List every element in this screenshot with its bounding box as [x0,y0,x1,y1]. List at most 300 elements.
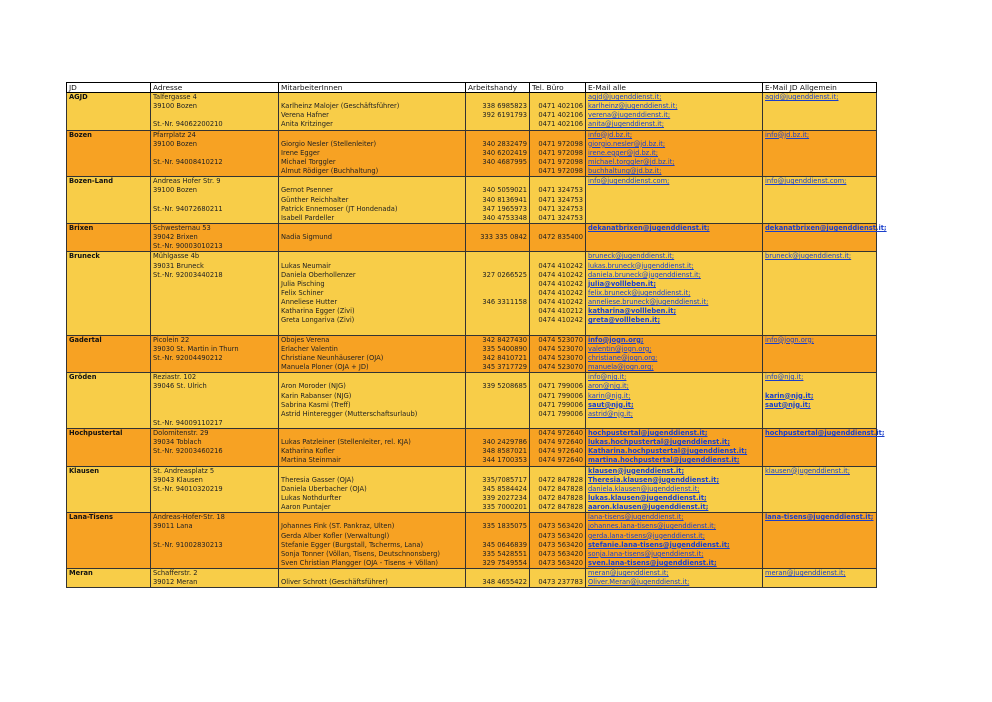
email-link[interactable]: hochpustertal@jugenddienst.it; [765,429,885,438]
cell-line [532,467,583,476]
group-row [67,130,877,177]
cell-line [153,503,276,512]
phone-number: 340 4687995 [482,157,527,166]
cell-line [153,476,276,485]
cell-line [765,550,874,559]
cell-line [69,336,148,345]
jd-cell [67,373,151,429]
cell-line [532,336,583,345]
email-link[interactable]: info@jogn.org; [765,335,815,344]
phone-number: 340 2429786 [482,438,527,447]
phone-number: 335/7085717 [482,475,527,484]
email-link[interactable]: meran@jugenddienst.it; [588,569,669,578]
cell-line [532,262,583,271]
tel-buero-cell [530,466,586,513]
email-link[interactable]: info@jogn.org; [588,335,644,344]
phone-number: 0472 847828 [538,484,583,493]
cell-line [69,467,148,476]
email-link[interactable]: aron@njg.it; [588,382,629,391]
cell-line [281,541,463,550]
cell-text: Katharina Kofler [281,447,335,456]
cell-line [281,224,463,233]
phone-number: 347 1965973 [482,204,527,213]
cell-line [153,522,276,531]
cell-line [588,559,760,568]
cell-line [468,205,527,214]
email-jd-cell [763,466,877,513]
email-link[interactable]: karlheinz@jugenddienst.it; [588,102,678,111]
cell-line [532,410,583,419]
email-link[interactable]: bruneck@jugenddienst.it; [588,252,675,261]
phone-number: 0473 237783 [538,578,583,587]
phone-number: 0473 563420 [538,559,583,568]
cell-line [588,167,760,176]
tel-buero-cell [530,513,586,569]
phone-number: 0472 847828 [538,475,583,484]
cell-line [153,467,276,476]
email-link[interactable]: stefanie.lana-tisens@jugenddienst.it; [588,540,730,549]
email-link[interactable]: lukas.hochpustertal@jugenddienst.it; [588,438,731,447]
cell-line [281,503,463,512]
cell-line [588,196,760,205]
cell-line [281,102,463,111]
cell-line [532,214,583,223]
email-link[interactable]: info@jugenddienst.com; [588,177,670,186]
cell-line [588,336,760,345]
cell-line [468,307,527,316]
cell-line [532,354,583,363]
cell-text: Christiane Neunhäuserer (OJA) [281,353,384,362]
cell-line [468,485,527,494]
cell-line [532,149,583,158]
email-link[interactable]: agjd@jugenddienst.it; [588,93,662,101]
cell-line [281,262,463,271]
cell-line [532,382,583,391]
group-row [67,177,877,224]
arbeitshandy-cell [466,335,530,373]
cell-line [532,392,583,401]
email-link[interactable]: astrid@njg.it; [588,409,633,418]
cell-text: Bozen [69,130,92,139]
phone-number: 0474 523070 [538,344,583,353]
email-link[interactable]: dekanatbrixen@jugenddienst.it; [588,223,710,232]
cell-line [765,447,874,456]
adresse-cell [151,252,279,335]
email-link[interactable]: martina.hochpustertal@jugenddienst.it; [588,456,740,465]
group-row [67,466,877,513]
cell-line [281,438,463,447]
cell-line [765,503,874,512]
cell-line [532,111,583,120]
email-link[interactable]: lana-tisens@jugenddienst.it; [765,513,874,522]
cell-line [281,93,463,102]
cell-line [588,326,760,335]
phone-number: 0474 410242 [538,270,583,279]
phone-number: 392 6191793 [482,111,527,120]
cell-line [153,102,276,111]
cell-line [69,131,148,140]
email-alle-cell [586,177,763,224]
cell-line [69,476,148,485]
phone-number: 335 7000201 [482,503,527,512]
cell-line [281,177,463,186]
cell-line [468,456,527,465]
phone-number: 348 4655422 [482,578,527,587]
cell-line [69,316,148,325]
cell-text: Stefanie Egger (Burgstall, Tscherms, Lana) [281,540,424,549]
cell-line [281,196,463,205]
cell-line [588,569,760,578]
cell-text: Greta Longariva (Zivi) [281,316,355,325]
cell-text: Almut Rödiger (Buchhaltung) [281,167,379,176]
phone-number: 342 8427430 [482,335,527,344]
cell-line [588,205,760,214]
mitarbeiter-cell [279,429,466,467]
email-link[interactable]: meran@jugenddienst.it; [765,569,846,578]
cell-line [765,532,874,541]
email-link[interactable]: klausen@jugenddienst.it; [588,466,685,475]
cell-line [468,111,527,120]
email-link[interactable]: christiane@jogn.org; [588,353,658,362]
cell-line [588,158,760,167]
cell-line [532,485,583,494]
cell-line [69,205,148,214]
cell-text: Irene Egger [281,148,320,157]
cell-line [281,354,463,363]
group-row [67,513,877,569]
cell-line [468,363,527,372]
cell-line [588,522,760,531]
cell-text: Gröden [69,373,97,382]
cell-text: Günther Reichhalter [281,195,349,204]
cell-line [532,559,583,568]
cell-line [153,271,276,280]
phone-number: 0471 324753 [538,213,583,222]
email-link[interactable]: valentin@jogn.org; [588,344,652,353]
cell-line [588,140,760,149]
cell-line [281,447,463,456]
cell-line [532,280,583,289]
phone-number: 0471 402106 [538,102,583,111]
cell-line [765,262,874,271]
jd-cell [67,429,151,467]
cell-text: 39042 Brixen [153,233,198,242]
cell-line [468,131,527,140]
cell-line [765,316,874,325]
cell-line [765,438,874,447]
email-jd-cell [763,373,877,429]
cell-line [281,345,463,354]
cell-line [281,140,463,149]
arbeitshandy-cell [466,513,530,569]
email-link[interactable]: info@jd.bz.it; [765,130,810,139]
email-jd-cell [763,130,877,177]
cell-line [765,363,874,372]
phone-number: 335 1835075 [482,522,527,531]
cell-line [532,578,583,587]
email-link[interactable]: aaron.klausen@jugenddienst.it; [588,503,709,512]
cell-line [69,456,148,465]
arbeitshandy-cell [466,466,530,513]
cell-line [532,233,583,242]
cell-line [588,429,760,438]
email-link[interactable]: klausen@jugenddienst.it; [765,466,850,475]
header-adresse: Adresse [151,83,279,93]
cell-line [281,419,463,428]
email-link[interactable]: karin@njg.it; [588,391,631,400]
email-link[interactable]: daniela.klausen@jugenddienst.it; [588,484,700,493]
cell-line [588,494,760,503]
group-row [67,93,877,131]
adresse-cell [151,177,279,224]
cell-line [69,401,148,410]
email-link[interactable]: anneliese.bruneck@jugenddienst.it; [588,298,709,307]
email-link[interactable]: info@njg.it; [588,373,627,382]
cell-text: Anita Kritzinger [281,120,333,129]
email-link[interactable]: info@njg.it; [765,373,804,382]
phone-number: 0474 410242 [538,298,583,307]
cell-text: St.-Nr. 92003440218 [153,270,223,279]
email-link[interactable]: lukas.bruneck@jugenddienst.it; [588,261,694,270]
cell-line [588,186,760,195]
cell-text: Martina Steinmair [281,456,341,465]
email-link[interactable]: greta@vollleben.it; [588,316,661,325]
adresse-cell [151,223,279,251]
cell-text: St.-Nr. 91002830213 [153,540,223,549]
cell-line [281,363,463,372]
cell-line [153,224,276,233]
cell-line [153,532,276,541]
email-link[interactable]: Theresia.klausen@jugenddienst.it; [588,475,720,484]
email-link[interactable]: hochpustertal@jugenddienst.it; [588,429,708,438]
cell-text: Patrick Ennemoser (JT Hondenada) [281,204,398,213]
email-jd-cell [763,223,887,251]
email-link[interactable]: Oliver.Meran@jugenddienst.it; [588,578,690,587]
cell-line [468,262,527,271]
cell-line [281,401,463,410]
cell-line [69,541,148,550]
cell-line [532,569,583,578]
cell-line [69,438,148,447]
cell-text: Hochpustertal [69,429,123,438]
cell-line [588,354,760,363]
cell-line [765,158,874,167]
email-link[interactable]: Katharina.hochpustertal@jugenddienst.it; [588,447,748,456]
cell-line [532,102,583,111]
cell-line [468,401,527,410]
email-link[interactable]: agjd@jugenddienst.it; [765,93,839,101]
adresse-cell [151,429,279,467]
cell-line [281,532,463,541]
email-link[interactable]: lukas.klausen@jugenddienst.it; [588,494,707,503]
email-link[interactable]: anita@jugenddienst.it; [588,120,664,129]
cell-line [281,298,463,307]
cell-line [532,503,583,512]
cell-line [765,298,874,307]
cell-text: 39011 Lana [153,522,193,531]
email-link[interactable]: manuela@jogn.org; [588,363,654,372]
email-link[interactable]: irene.egger@jd.bz.it; [588,148,659,157]
cell-text: Theresia Gasser (OJA) [281,475,354,484]
cell-line [588,550,760,559]
cell-text: Sabrina Kasmi (Treff) [281,400,351,409]
phone-number: 0471 324753 [538,186,583,195]
cell-line [588,485,760,494]
cell-line [588,177,760,186]
cell-line [468,410,527,419]
cell-line [281,410,463,419]
email-link[interactable]: saut@njg.it; [588,400,634,409]
cell-line [153,578,276,587]
cell-text: Talfergasse 4 [153,93,197,101]
cell-text: 39100 Bozen [153,186,197,195]
spreadsheet [66,82,887,588]
cell-line [765,578,874,587]
email-link[interactable]: lana-tisens@jugenddienst.it; [588,513,684,522]
group-row [67,569,877,588]
phone-number: 348 8587021 [482,447,527,456]
cell-line [69,120,148,129]
cell-line [468,252,527,261]
email-alle-cell [586,93,763,131]
cell-line [468,373,527,382]
email-link[interactable]: julia@vollleben.it; [588,279,656,288]
email-link[interactable]: bruneck@jugenddienst.it; [765,252,852,261]
table-body [67,93,887,588]
cell-line [588,280,760,289]
cell-line [281,271,463,280]
cell-line [588,345,760,354]
email-link[interactable]: saut@njg.it; [765,400,811,409]
email-link[interactable]: karin@njg.it; [765,391,814,400]
arbeitshandy-cell [466,252,530,335]
cell-line [765,326,874,335]
contact-table [66,82,887,588]
phone-number: 0471 799006 [538,391,583,400]
adresse-cell [151,513,279,569]
email-jd-cell [763,93,877,131]
cell-line [69,578,148,587]
phone-number: 0474 410242 [538,261,583,270]
email-link[interactable]: info@jd.bz.it; [588,130,633,139]
cell-line [468,149,527,158]
tel-buero-cell [530,373,586,429]
email-link[interactable]: giorgio.nesler@jd.bz.it; [588,139,666,148]
phone-number: 0474 972640 [538,447,583,456]
cell-text: St.-Nr. 92003460216 [153,447,223,456]
cell-line [281,392,463,401]
cell-line [69,363,148,372]
cell-line [69,559,148,568]
cell-line [588,242,760,251]
email-jd-cell [763,177,877,224]
phone-number: 0472 847828 [538,503,583,512]
email-link[interactable]: info@jugenddienst.com; [765,177,847,186]
cell-line [588,447,760,456]
cell-text: St.-Nr. 94009110217 [153,418,223,427]
cell-line [532,438,583,447]
cell-line [765,354,874,363]
phone-number: 340 4753348 [482,213,527,222]
adresse-cell [151,373,279,429]
email-link[interactable]: gerda.lana-tisens@jugenddienst.it; [588,531,706,540]
cell-line [153,298,276,307]
cell-line [468,392,527,401]
email-link[interactable]: buchhaltung@jd.bz.it; [588,167,662,176]
email-link[interactable]: dekanatbrixen@jugenddienst.it; [765,223,887,232]
phone-number: 329 7549554 [482,559,527,568]
email-link[interactable]: sonja.lana-tisens@jugenddienst.it; [588,549,704,558]
cell-line [588,111,760,120]
email-link[interactable]: katharina@vollleben.it; [588,307,677,316]
cell-text: Schwesternau 53 [153,223,211,232]
cell-line [588,131,760,140]
mitarbeiter-cell [279,93,466,131]
cell-line [281,186,463,195]
cell-line [588,271,760,280]
cell-line [69,242,148,251]
cell-line [532,401,583,410]
email-jd-cell [763,513,877,569]
cell-text: Aron Moroder (NJG) [281,382,346,391]
cell-line [765,214,874,223]
cell-line [153,196,276,205]
cell-line [588,467,760,476]
cell-line [765,429,885,438]
cell-line [765,541,874,550]
email-alle-cell [586,252,763,335]
phone-number: 340 6202419 [482,148,527,157]
cell-line [532,345,583,354]
cell-line [69,196,148,205]
cell-line [468,167,527,176]
cell-line [281,131,463,140]
tel-buero-cell [530,335,586,373]
phone-number: 340 5059021 [482,186,527,195]
cell-text: St.-Nr. 94008410212 [153,157,223,166]
email-link[interactable]: daniela.bruneck@jugenddienst.it; [588,270,701,279]
cell-line [69,177,148,186]
cell-line [765,513,874,522]
cell-line [765,476,874,485]
cell-line [765,186,874,195]
cell-text: Reziastr. 102 [153,373,197,382]
cell-line [588,503,760,512]
phone-number: 0471 799006 [538,400,583,409]
phone-number: 340 2832479 [482,139,527,148]
cell-text: Julia Pisching [281,279,325,288]
email-link[interactable]: verena@jugenddienst.it; [588,111,671,120]
cell-line [468,140,527,149]
cell-line [588,513,760,522]
cell-line [532,93,583,102]
header-email-jd: E-Mail JD Allgemein [763,83,877,93]
email-link[interactable]: johannes.lana-tisens@jugenddienst.it; [588,522,717,531]
phone-number: 0471 972098 [538,157,583,166]
cell-text: Daniela Uberbacher (OJA) [281,484,367,493]
email-link[interactable]: felix.bruneck@jugenddienst.it; [588,288,691,297]
cell-line [281,569,463,578]
cell-line [532,550,583,559]
cell-line [153,382,276,391]
phone-number: 346 3311158 [482,298,527,307]
cell-line [69,522,148,531]
email-link[interactable]: michael.torggler@jd.bz.it; [588,157,675,166]
cell-line [153,456,276,465]
email-link[interactable]: sven.lana-tisens@jugenddienst.it; [588,559,717,568]
cell-line [281,550,463,559]
cell-text: Lukas Nothdurfter [281,494,342,503]
